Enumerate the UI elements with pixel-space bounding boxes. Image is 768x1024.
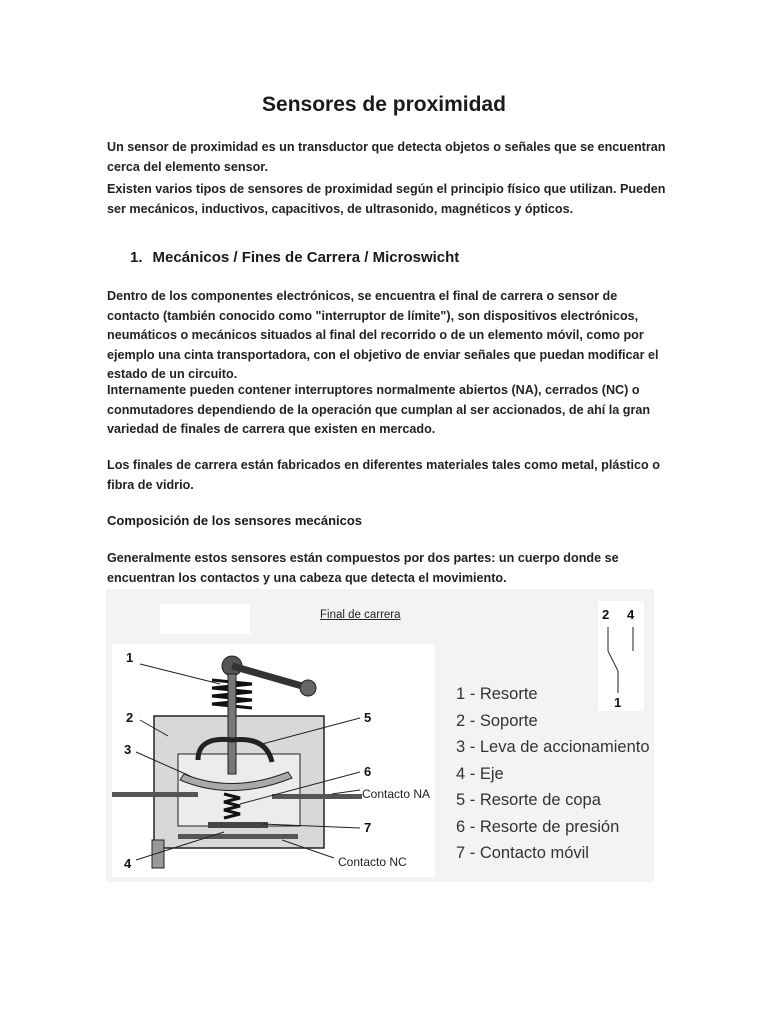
- figure-blank-box: [160, 604, 250, 634]
- callout-4: 4: [124, 856, 132, 871]
- intro-paragraph-2: Existen varios tipos de sensores de proximidad según el principio físico que utilizan. Pueden ser mecánicos, inductivos, capacitivos, de ultrasonido, magnéticos y ópticos.: [107, 182, 666, 216]
- contact-nc-label: Contacto NC: [338, 855, 407, 869]
- legend-item: 4 - Eje: [456, 764, 504, 783]
- symbol-label-bottom: 1: [614, 695, 622, 710]
- callout-2: 2: [126, 710, 134, 725]
- limit-switch-diagram: [112, 644, 435, 877]
- contact-na-label: Contacto NA: [362, 787, 431, 801]
- page-title: Sensores de proximidad: [262, 93, 506, 116]
- callout-7: 7: [364, 820, 372, 835]
- callout-1: 1: [126, 650, 134, 665]
- callout-6: 6: [364, 764, 372, 779]
- section-paragraph-3: Los finales de carrera están fabricados en diferentes materiales tales como metal, plástico o fibra de vidrio.: [107, 458, 660, 492]
- legend-item: 7 - Contacto móvil: [456, 844, 589, 862]
- diagram-panel: [112, 644, 435, 877]
- legend-item: 1 - Resorte: [456, 685, 538, 703]
- callout-5: 5: [364, 710, 372, 725]
- symbol-label-left: 2: [602, 607, 610, 622]
- subsection-heading: Composición de los sensores mecánicos: [107, 513, 363, 528]
- legend-item: 3 - Leva de accionamiento: [456, 738, 650, 756]
- symbol-label-right: 4: [627, 607, 635, 622]
- section-number: 1.: [130, 249, 143, 266]
- intro-paragraph-1: Un sensor de proximidad es un transductor que detecta objetos o señales que se encuentran cerca del elemento sensor.: [107, 140, 666, 174]
- section-paragraph-2: Internamente pueden contener interruptores normalmente abiertos (NA), cerrados (NC) o conmutadores dependiendo de la operación que cumplan al ser accionados, de ahí la gran variedad de finales de carrera que existen en mercado.: [107, 383, 651, 436]
- section-paragraph-1: Dentro de los componentes electrónicos, se encuentra el final de carrera o sensor de contacto (también conocido como "interruptor de límite"), son dispositivos electrónicos, neumáticos o mecánicos situados al final del recorrido o de un elemento móvil, como por ejemplo una cinta transportadora, con el objetivo de enviar señales que puedan modificar el estado de un circuito.: [107, 289, 659, 381]
- section-heading-text: Mecánicos / Fines de Carrera / Microswicht: [152, 249, 460, 266]
- legend-item: 6 - Resorte de presión: [456, 817, 620, 836]
- figure-legend: [456, 681, 650, 867]
- section-heading: [130, 249, 459, 266]
- legend-item: 2 - Soporte: [456, 711, 538, 730]
- limit-switch-figure: [106, 589, 654, 882]
- legend-item: 5 - Resorte de copa: [456, 791, 601, 809]
- figure-title: Final de carrera: [320, 609, 401, 621]
- section-paragraph-4: Generalmente estos sensores están compuestos por dos partes: un cuerpo donde se encuentran los contactos y una cabeza que detecta el movimiento.: [107, 551, 619, 585]
- callout-3: 3: [124, 742, 132, 757]
